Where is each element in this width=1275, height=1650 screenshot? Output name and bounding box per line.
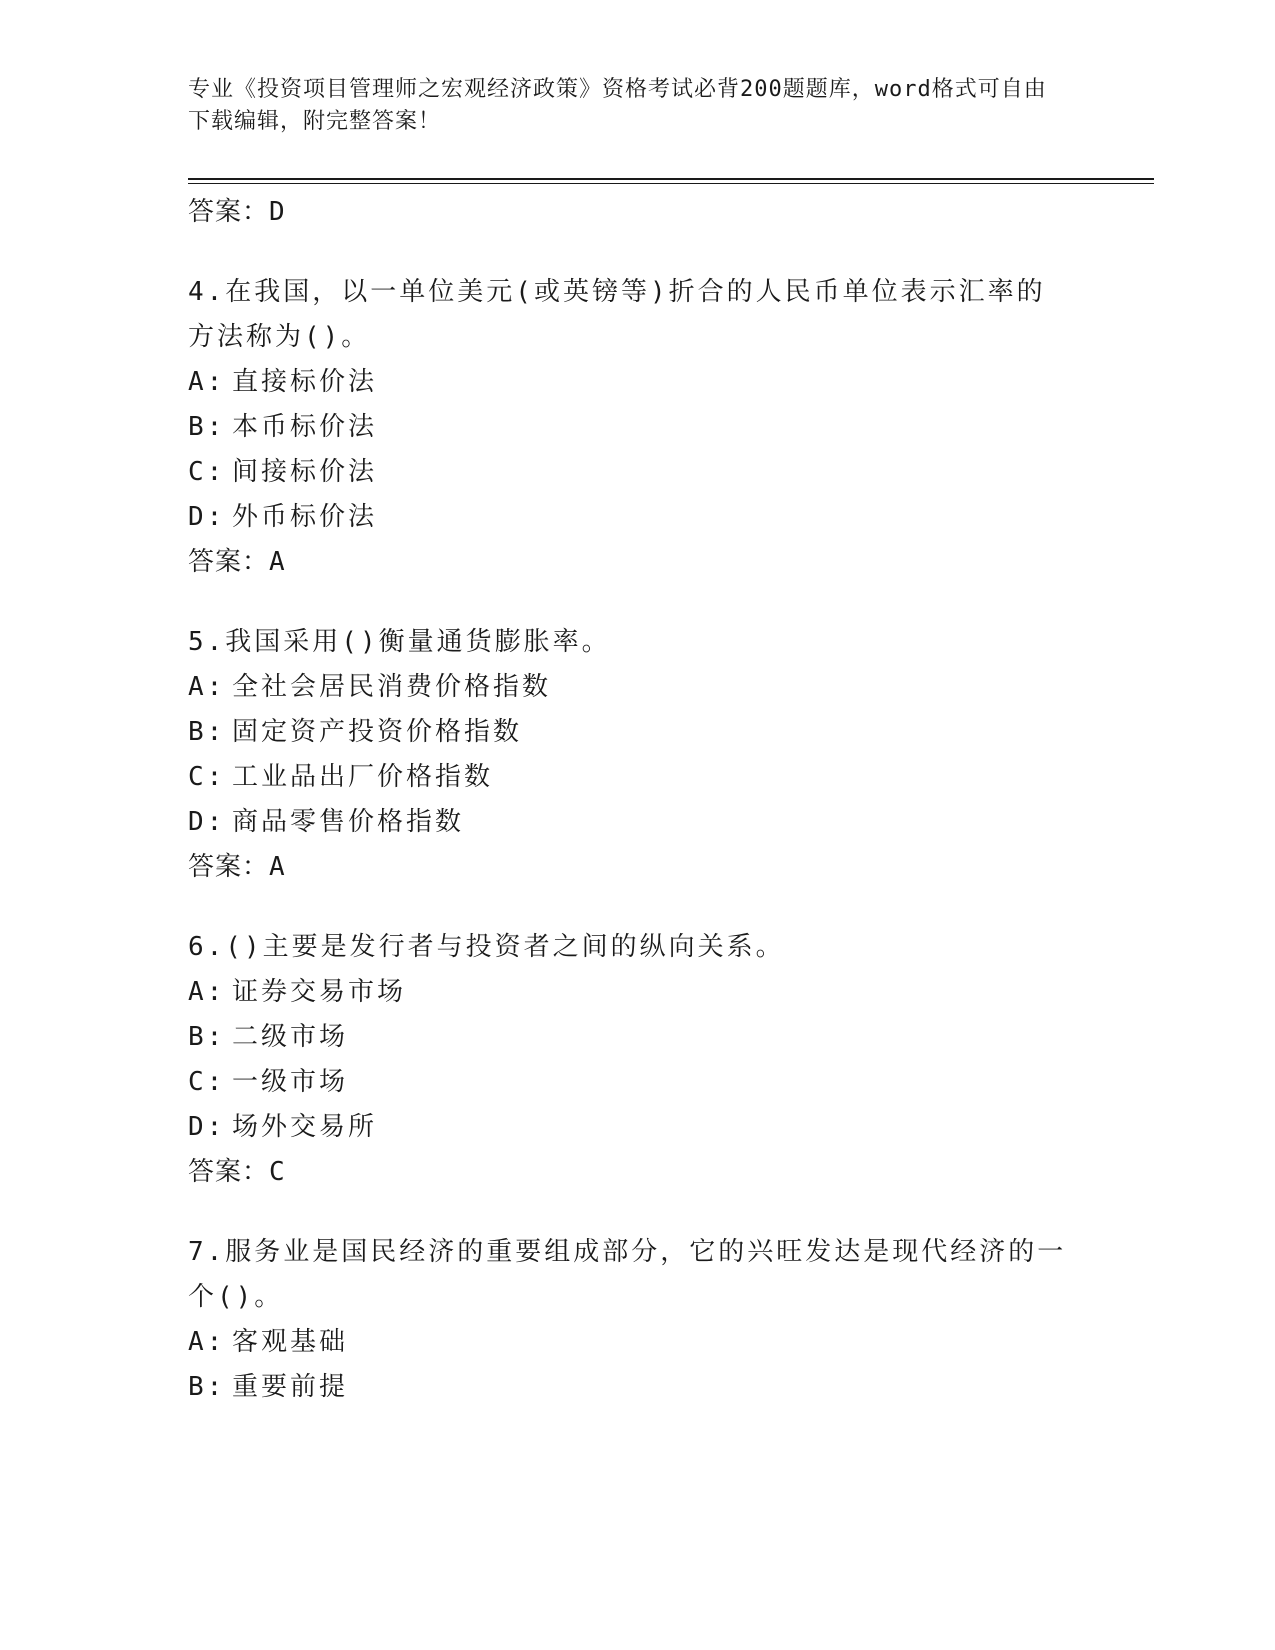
option-a bbox=[188, 970, 1068, 1015]
option-c bbox=[188, 755, 1068, 800]
option-text: 场外交易所 bbox=[232, 1112, 378, 1142]
option-letter: A: bbox=[188, 367, 226, 397]
option-letter: D: bbox=[188, 1112, 226, 1142]
question-item bbox=[188, 1230, 1068, 1410]
option-text: 工业品出厂价格指数 bbox=[232, 762, 494, 792]
option-d bbox=[188, 1105, 1068, 1150]
option-text: 商品零售价格指数 bbox=[232, 807, 465, 837]
option-letter: D: bbox=[188, 807, 226, 837]
option-b bbox=[188, 1015, 1068, 1060]
option-letter: B: bbox=[188, 1372, 226, 1402]
page-header: 专业《投资项目管理师之宏观经济政策》资格考试必背200题题库，word格式可自由下载编辑，附完整答案！ bbox=[188, 77, 1047, 134]
option-text: 二级市场 bbox=[232, 1022, 349, 1052]
answer-line: 答案：A bbox=[188, 852, 286, 882]
option-text: 间接标价法 bbox=[232, 457, 378, 487]
option-letter: A: bbox=[188, 1327, 226, 1357]
option-text: 全社会居民消费价格指数 bbox=[232, 672, 552, 702]
option-letter: B: bbox=[188, 717, 226, 747]
option-text: 直接标价法 bbox=[232, 367, 378, 397]
option-c bbox=[188, 1060, 1068, 1105]
option-b bbox=[188, 710, 1068, 755]
question-list bbox=[188, 190, 1068, 1410]
option-letter: C: bbox=[188, 762, 226, 792]
option-text: 证券交易市场 bbox=[232, 977, 407, 1007]
header-divider-thick bbox=[188, 178, 1154, 180]
option-text: 重要前提 bbox=[232, 1372, 349, 1402]
option-text: 客观基础 bbox=[232, 1327, 349, 1357]
option-letter: A: bbox=[188, 977, 226, 1007]
option-a bbox=[188, 360, 1068, 405]
option-text: 外币标价法 bbox=[232, 502, 378, 532]
question-text: 7.服务业是国民经济的重要组成部分，它的兴旺发达是现代经济的一个()。 bbox=[188, 1237, 1067, 1312]
option-text: 一级市场 bbox=[232, 1067, 349, 1097]
option-b bbox=[188, 1365, 1068, 1410]
option-text: 本币标价法 bbox=[232, 412, 378, 442]
question-item bbox=[188, 925, 1068, 1194]
option-a bbox=[188, 665, 1068, 710]
option-letter: C: bbox=[188, 457, 226, 487]
option-c bbox=[188, 450, 1068, 495]
answer-line: 答案：D bbox=[188, 197, 286, 227]
option-b bbox=[188, 405, 1068, 450]
option-letter: B: bbox=[188, 1022, 226, 1052]
option-d bbox=[188, 800, 1068, 845]
option-text: 固定资产投资价格指数 bbox=[232, 717, 523, 747]
option-letter: A: bbox=[188, 672, 226, 702]
header-divider-thin bbox=[188, 183, 1154, 184]
option-letter: B: bbox=[188, 412, 226, 442]
option-letter: C: bbox=[188, 1067, 226, 1097]
question-item bbox=[188, 620, 1068, 889]
question-item bbox=[188, 270, 1068, 584]
answer-line: 答案：A bbox=[188, 547, 286, 577]
option-d bbox=[188, 495, 1068, 540]
question-text: 5.我国采用()衡量通货膨胀率。 bbox=[188, 627, 611, 657]
question-text: 6.()主要是发行者与投资者之间的纵向关系。 bbox=[188, 932, 785, 962]
answer-line: 答案：C bbox=[188, 1157, 286, 1187]
option-letter: D: bbox=[188, 502, 226, 532]
option-a bbox=[188, 1320, 1068, 1365]
question-text: 4.在我国，以一单位美元(或英镑等)折合的人民币单位表示汇率的方法称为()。 bbox=[188, 277, 1046, 352]
